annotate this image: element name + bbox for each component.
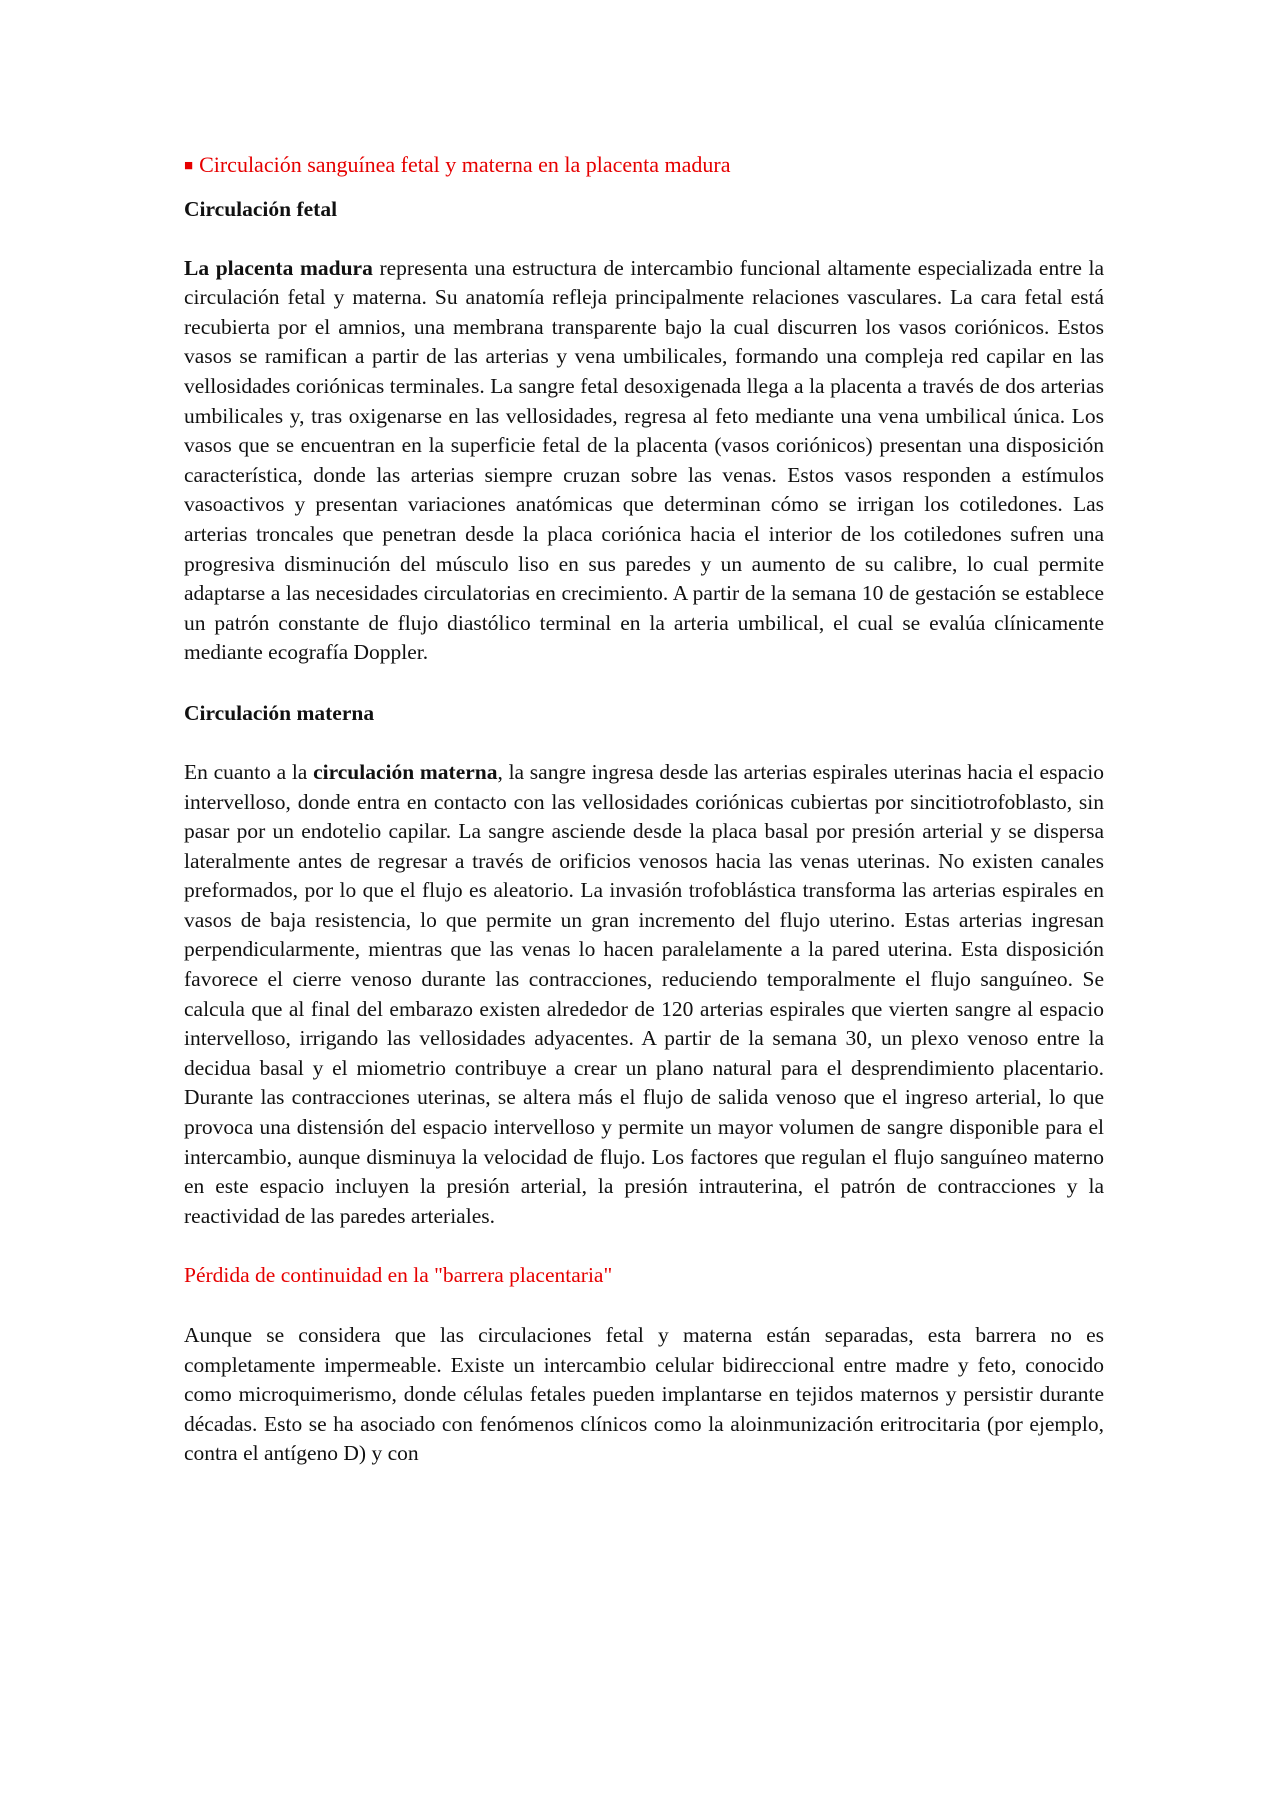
maternal-intro: En cuanto a la <box>184 759 314 784</box>
fetal-text: representa una estructura de intercambio funcional altamente especializada entre la circulación fetal y materna. Su anatomía refleja principalmente relaciones vasculares. La cara fetal está recubierta por el amnios, una membrana transparente bajo la cual discurren los vasos coriónicos. Estos vasos se ramifican a partir de las arterias y vena umbilicales, formando una compleja red capilar en las vellosidades coriónicas terminales. La sangre fetal desoxigenada llega a la placenta a través de dos arterias umbilicales y, tras oxigenarse en las vellosidades, regresa al feto mediante una vena umbilical única. Los vasos que se encuentran en la superficie fetal de la placenta (vasos coriónicos) presentan una disposición característica, donde las arterias siempre cruzan sobre las venas. Estos vasos responden a estímulos vasoactivos y presentan variaciones anatómicas que determinan cómo se irrigan los cotiledones. Las arterias troncales que penetran desde la placa coriónica hacia el interior de los cotiledones sufren una progresiva disminución del músculo liso en sus paredes y un aumento de su calibre, lo cual permite adaptarse a las necesidades circulatorias en crecimiento. A partir de la semana 10 de gestación se establece un patrón constante de flujo diastólico terminal en la arteria umbilical, el cual se evalúa clínicamente mediante ecografía Doppler. <box>184 255 1105 665</box>
section-title <box>184 150 1104 182</box>
maternal-paragraph <box>184 758 1104 1232</box>
fetal-heading: Circulación fetal <box>184 196 338 221</box>
maternal-lead-bold: circulación materna <box>313 759 498 784</box>
maternal-heading: Circulación materna <box>184 700 375 725</box>
barrier-paragraph: Aunque se considera que las circulaciones fetal y materna están separadas, esta barrera no es completamente impermeable. Existe un intercambio celular bidireccional entre madre y feto, conocido como microquimerismo, donde células fetales pueden implantarse en tejidos maternos y persistir durante décadas. Esto se ha asociado con fenómenos clínicos como la aloinmunización eritrocitaria (por ejemplo, contra el antígeno D) y con <box>184 1323 1104 1466</box>
barrier-heading: Pérdida de continuidad en la "barrera placentaria" <box>184 1263 613 1288</box>
square-bullet-icon: ■ <box>184 158 194 174</box>
fetal-paragraph <box>184 254 1104 668</box>
maternal-text: , la sangre ingresa desde las arterias espirales uterinas hacia el espacio intervelloso, donde entra en contacto con las vellosidades coriónicas cubiertas por sincitiotrofoblasto, sin pasar por un endotelio capilar. La sangre asciende desde la placa basal por presión arterial y se dispersa lateralmente antes de regresar a través de orificios venosos hacia las venas uterinas. No existen canales preformados, por lo que el flujo es aleatorio. La invasión trofoblástica transforma las arterias espirales en vasos de baja resistencia, lo que permite un gran incremento del flujo uterino. Estas arterias ingresan perpendicularmente, mientras que las venas lo hacen paralelamente a la pared uterina. Esta disposición favorece el cierre venoso durante las contracciones, reduciendo temporalmente el flujo sanguíneo. Se calcula que al final del embarazo existen alrededor de 120 arterias espirales que vierten sangre al espacio intervelloso, irrigando las vellosidades adyacentes. A partir de la semana 30, un plexo venoso entre la decidua basal y el miometrio contribuye a crear un plano natural para el desprendimiento placentario. Durante las contracciones uterinas, se altera más el flujo de salida venoso que el ingreso arterial, lo que provoca una distensión del espacio intervelloso y permite un mayor volumen de sangre disponible para el intercambio, aunque disminuya la velocidad de flujo. Los factores que regulan el flujo sanguíneo materno en este espacio incluyen la presión arterial, la presión intrauterina, el patrón de contracciones y la reactividad de las paredes arteriales. <box>184 759 1104 1228</box>
document-page <box>184 150 1104 1499</box>
fetal-lead-bold: La placenta madura <box>184 255 373 280</box>
section-title-text: Circulación sanguínea fetal y materna en la placenta madura <box>199 152 731 177</box>
